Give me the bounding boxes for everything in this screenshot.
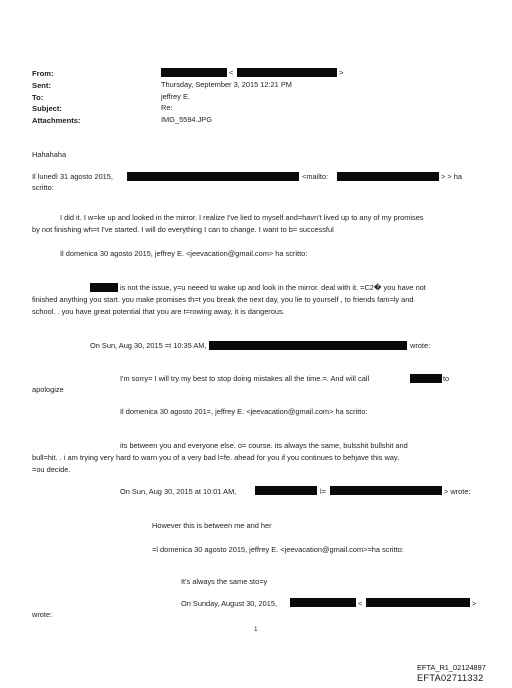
paragraph-2-line-2: finished anything you start. you make promises th=t you break the next day, you lie to yourself , to friends fam=ly and: [32, 295, 414, 304]
quote-header-2: Il domenica 30 agosto 2015, jeffrey E. <jeevacation@gmail.com> ha scritto:: [60, 249, 308, 258]
redaction-from-email: [237, 68, 337, 77]
quote-header-5-end: > wrote:: [444, 487, 471, 496]
paragraph-1-line-1: I did it. I w=ke up and looked in the mirror. I realize I've lied to myself and=havn't lived up to any of my promises: [60, 213, 424, 222]
from-lt: <: [229, 68, 234, 77]
quote-header-4: Il domenica 30 agosto 201=, jeffrey E. <jeevacation@gmail.com> ha scritto:: [120, 407, 368, 416]
paragraph-3-line-2: apologize: [32, 385, 64, 394]
paragraph-5: However this is between me and her: [152, 521, 272, 530]
quote-header-5-start: On Sun, Aug 30, 2015 at 10:01 AM,: [120, 487, 237, 496]
to-label: To:: [32, 93, 44, 102]
quote-header-5-mid: l=: [320, 487, 326, 496]
quote-header-1-start: Il lunedì 31 agosto 2015,: [32, 172, 113, 181]
quote-header-6: =l domenica 30 agosto 2015, jeffrey E. <jeevacation@gmail.com>=ha scritto:: [152, 545, 404, 554]
reply-text: Hahahaha: [32, 150, 67, 159]
redaction-q3-sender: [209, 341, 407, 350]
attachments-label: Attachments:: [32, 116, 81, 125]
quote-header-1-scritto: scritto:: [32, 183, 54, 192]
redaction-q7-name: [290, 598, 356, 607]
redaction-q5-name: [255, 486, 317, 495]
redaction-p3-name: [410, 374, 442, 383]
quote-header-3-start: On Sun, Aug 30, 2015 =t 10:35 AM,: [90, 341, 207, 350]
paragraph-3-line-1-end: to: [443, 374, 450, 383]
bates-number-1: EFTA_R1_02124897: [417, 663, 486, 672]
bates-number-2: EFTA02711332: [417, 673, 484, 683]
subject-label: Subject:: [32, 104, 62, 113]
to-value: jeffrey E.: [161, 92, 191, 101]
redaction-q1-name: [127, 172, 299, 181]
redaction-q5-email: [330, 486, 442, 495]
paragraph-4-line-1: its between you and everyone else. o= course. its always the same, bulsshit bullshit and: [120, 441, 408, 450]
attachments-value: IMG_5594.JPG: [161, 115, 212, 124]
from-label: From:: [32, 69, 54, 78]
quote-header-1-end: > > ha: [441, 172, 462, 181]
paragraph-2-line-1: is not the issue, y=u neeed to wake up and look in the mirror. deal with it. =C2� you have not: [120, 283, 426, 292]
quote-header-1-mailto: <mailto:: [302, 172, 329, 181]
paragraph-2-line-3: school. . you have great potential that you are t=rowing away, it is dangerous.: [32, 307, 285, 316]
from-gt: >: [339, 68, 344, 77]
paragraph-3-line-1: I'm sorry= I will try my best to stop doing mistakes all the time.=. And will call: [120, 374, 370, 383]
sent-value: Thursday, September 3, 2015 12:21 PM: [161, 80, 292, 89]
quote-header-7-wrote: wrote:: [32, 610, 53, 619]
redaction-p2-name: [90, 283, 118, 292]
sent-label: Sent:: [32, 81, 51, 90]
quote-header-7-gt: >: [472, 599, 477, 608]
quote-header-3-end: wrote:: [410, 341, 431, 350]
paragraph-4-line-2: bull=hit. . i am trying very hard to warn you of a very bad l=fe. ahead for you if you continues to behjave this way,: [32, 453, 400, 462]
quote-header-7-start: On Sunday, August 30, 2015,: [181, 599, 278, 608]
paragraph-4-line-3: =ou decide.: [32, 465, 71, 474]
page-number: 1: [254, 626, 258, 633]
paragraph-1-line-2: by not finishing wh=t I've started. I will do everything I can to change. I want to b= successful: [32, 225, 334, 234]
redaction-q1-email: [337, 172, 439, 181]
redaction-q7-email: [366, 598, 470, 607]
subject-value: Re:: [161, 103, 173, 112]
paragraph-6: It's always the same sto=y: [181, 577, 268, 586]
redaction-from-name: [161, 68, 227, 77]
quote-header-7-lt: <: [358, 599, 363, 608]
